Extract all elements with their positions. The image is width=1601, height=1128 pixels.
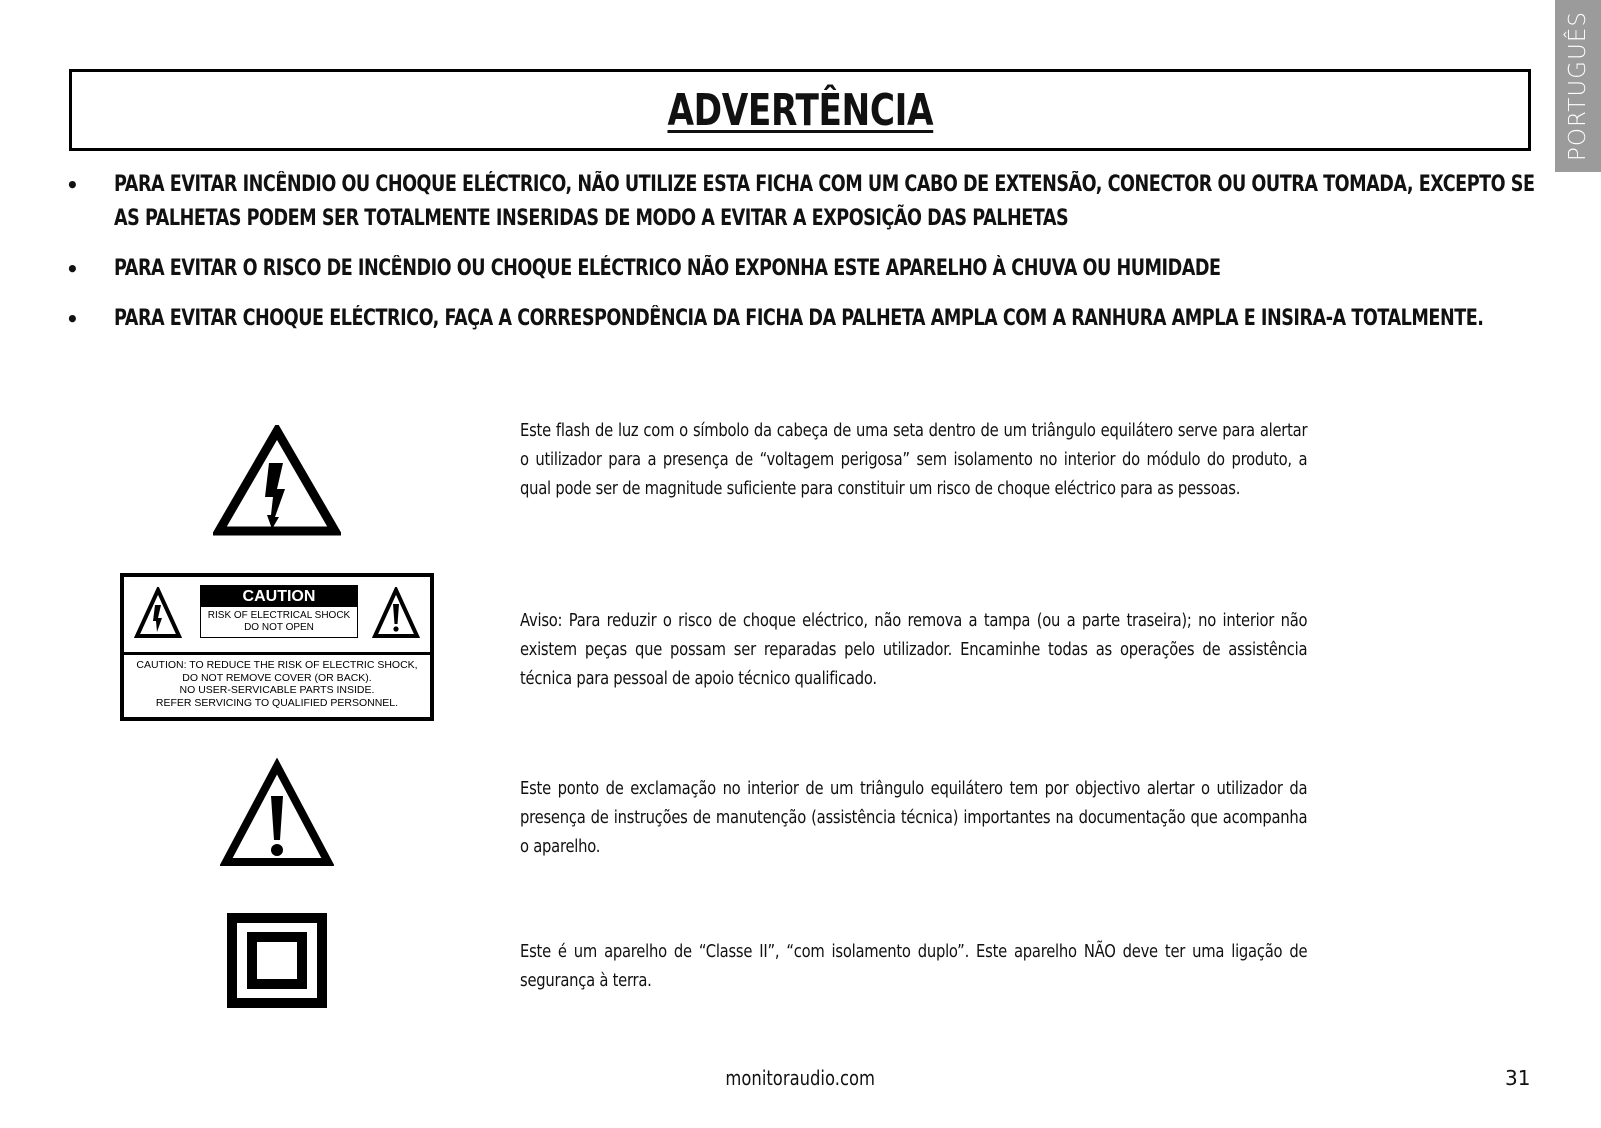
caution-heading: CAUTION xyxy=(201,586,357,607)
language-tab-label: PORTUGUÊS xyxy=(1565,11,1591,161)
symbol-description: Aviso: Para reduzir o risco de choque eléctrico, não remova a tampa (ou a parte traseira); no interior não existem peças que possam ser reparadas pelo utilizador. Encaminhe todas as operações de assistência técnica para pessoal de apoio técnico qualificado. xyxy=(520,610,1308,689)
bullet-icon: • xyxy=(66,173,79,197)
page-number: 31 xyxy=(1505,1066,1531,1090)
warning-list xyxy=(66,168,1546,352)
caution-label-icon xyxy=(120,573,434,721)
bullet-icon: • xyxy=(66,307,79,331)
exclamation-triangle-icon xyxy=(220,758,334,870)
title-box xyxy=(69,69,1531,151)
page-title: ADVERTÊNCIA xyxy=(667,84,933,136)
symbol-description: Este flash de luz com o símbolo da cabeça de uma seta dentro de um triângulo equilátero serve para alertar o utilizador para a presença de “voltagem perigosa” sem isolamento no interior do módulo do produto, a qual pode ser de magnitude suficiente para constituir um risco de choque eléctrico para as pessoas. xyxy=(520,420,1308,499)
warning-text: PARA EVITAR O RISCO DE INCÊNDIO OU CHOQUE ELÉCTRICO NÃO EXPONHA ESTE APARELHO À CHUVA OU HUMIDADE xyxy=(114,256,1221,281)
symbol-description: Este ponto de exclamação no interior de um triângulo equilátero tem por objectivo alertar o utilizador da presença de instruções de manutenção (assistência técnica) importantes na documentação que acompanha o aparelho. xyxy=(520,778,1308,857)
warning-item xyxy=(66,168,1546,236)
caution-line1: RISK OF ELECTRICAL SHOCK xyxy=(207,610,351,621)
warning-text: PARA EVITAR INCÊNDIO OU CHOQUE ELÉCTRICO, NÃO UTILIZE ESTA FICHA COM UM CABO DE EXTENSÃO, CONECTOR OU OUTRA TOMADA, EXCEPTO SE AS PALHETAS PODEM SER TOTALMENTE INSERIDAS DE MODO A EVITAR A EXPOSIÇÃO DAS PALHETAS xyxy=(114,172,1535,231)
caution-bottom-text: CAUTION: TO REDUCE THE RISK OF ELECTRIC SHOCK, DO NOT REMOVE COVER (OR BACK). NO USER-SERVICABLE PARTS INSIDE. REFER SERVICING TO QUALIFIED PERSONNEL. xyxy=(136,659,418,709)
lightning-triangle-icon xyxy=(134,587,182,639)
footer-url: monitoraudio.com xyxy=(725,1066,876,1090)
exclamation-triangle-icon xyxy=(372,587,420,639)
warning-item xyxy=(66,302,1546,336)
caution-line2: DO NOT OPEN xyxy=(244,622,314,633)
lightning-triangle-icon xyxy=(213,425,341,537)
language-tab xyxy=(1555,0,1601,172)
double-insulation-icon xyxy=(227,913,327,1008)
warning-text: PARA EVITAR CHOQUE ELÉCTRICO, FAÇA A CORRESPONDÊNCIA DA FICHA DA PALHETA AMPLA COM A RANHURA AMPLA E INSIRA-A TOTALMENTE. xyxy=(114,306,1484,331)
bullet-icon: • xyxy=(66,257,79,281)
symbol-description: Este é um aparelho de “Classe II”, “com isolamento duplo”. Este aparelho NÃO deve ter uma ligação de segurança à terra. xyxy=(520,941,1308,991)
warning-item xyxy=(66,252,1546,286)
